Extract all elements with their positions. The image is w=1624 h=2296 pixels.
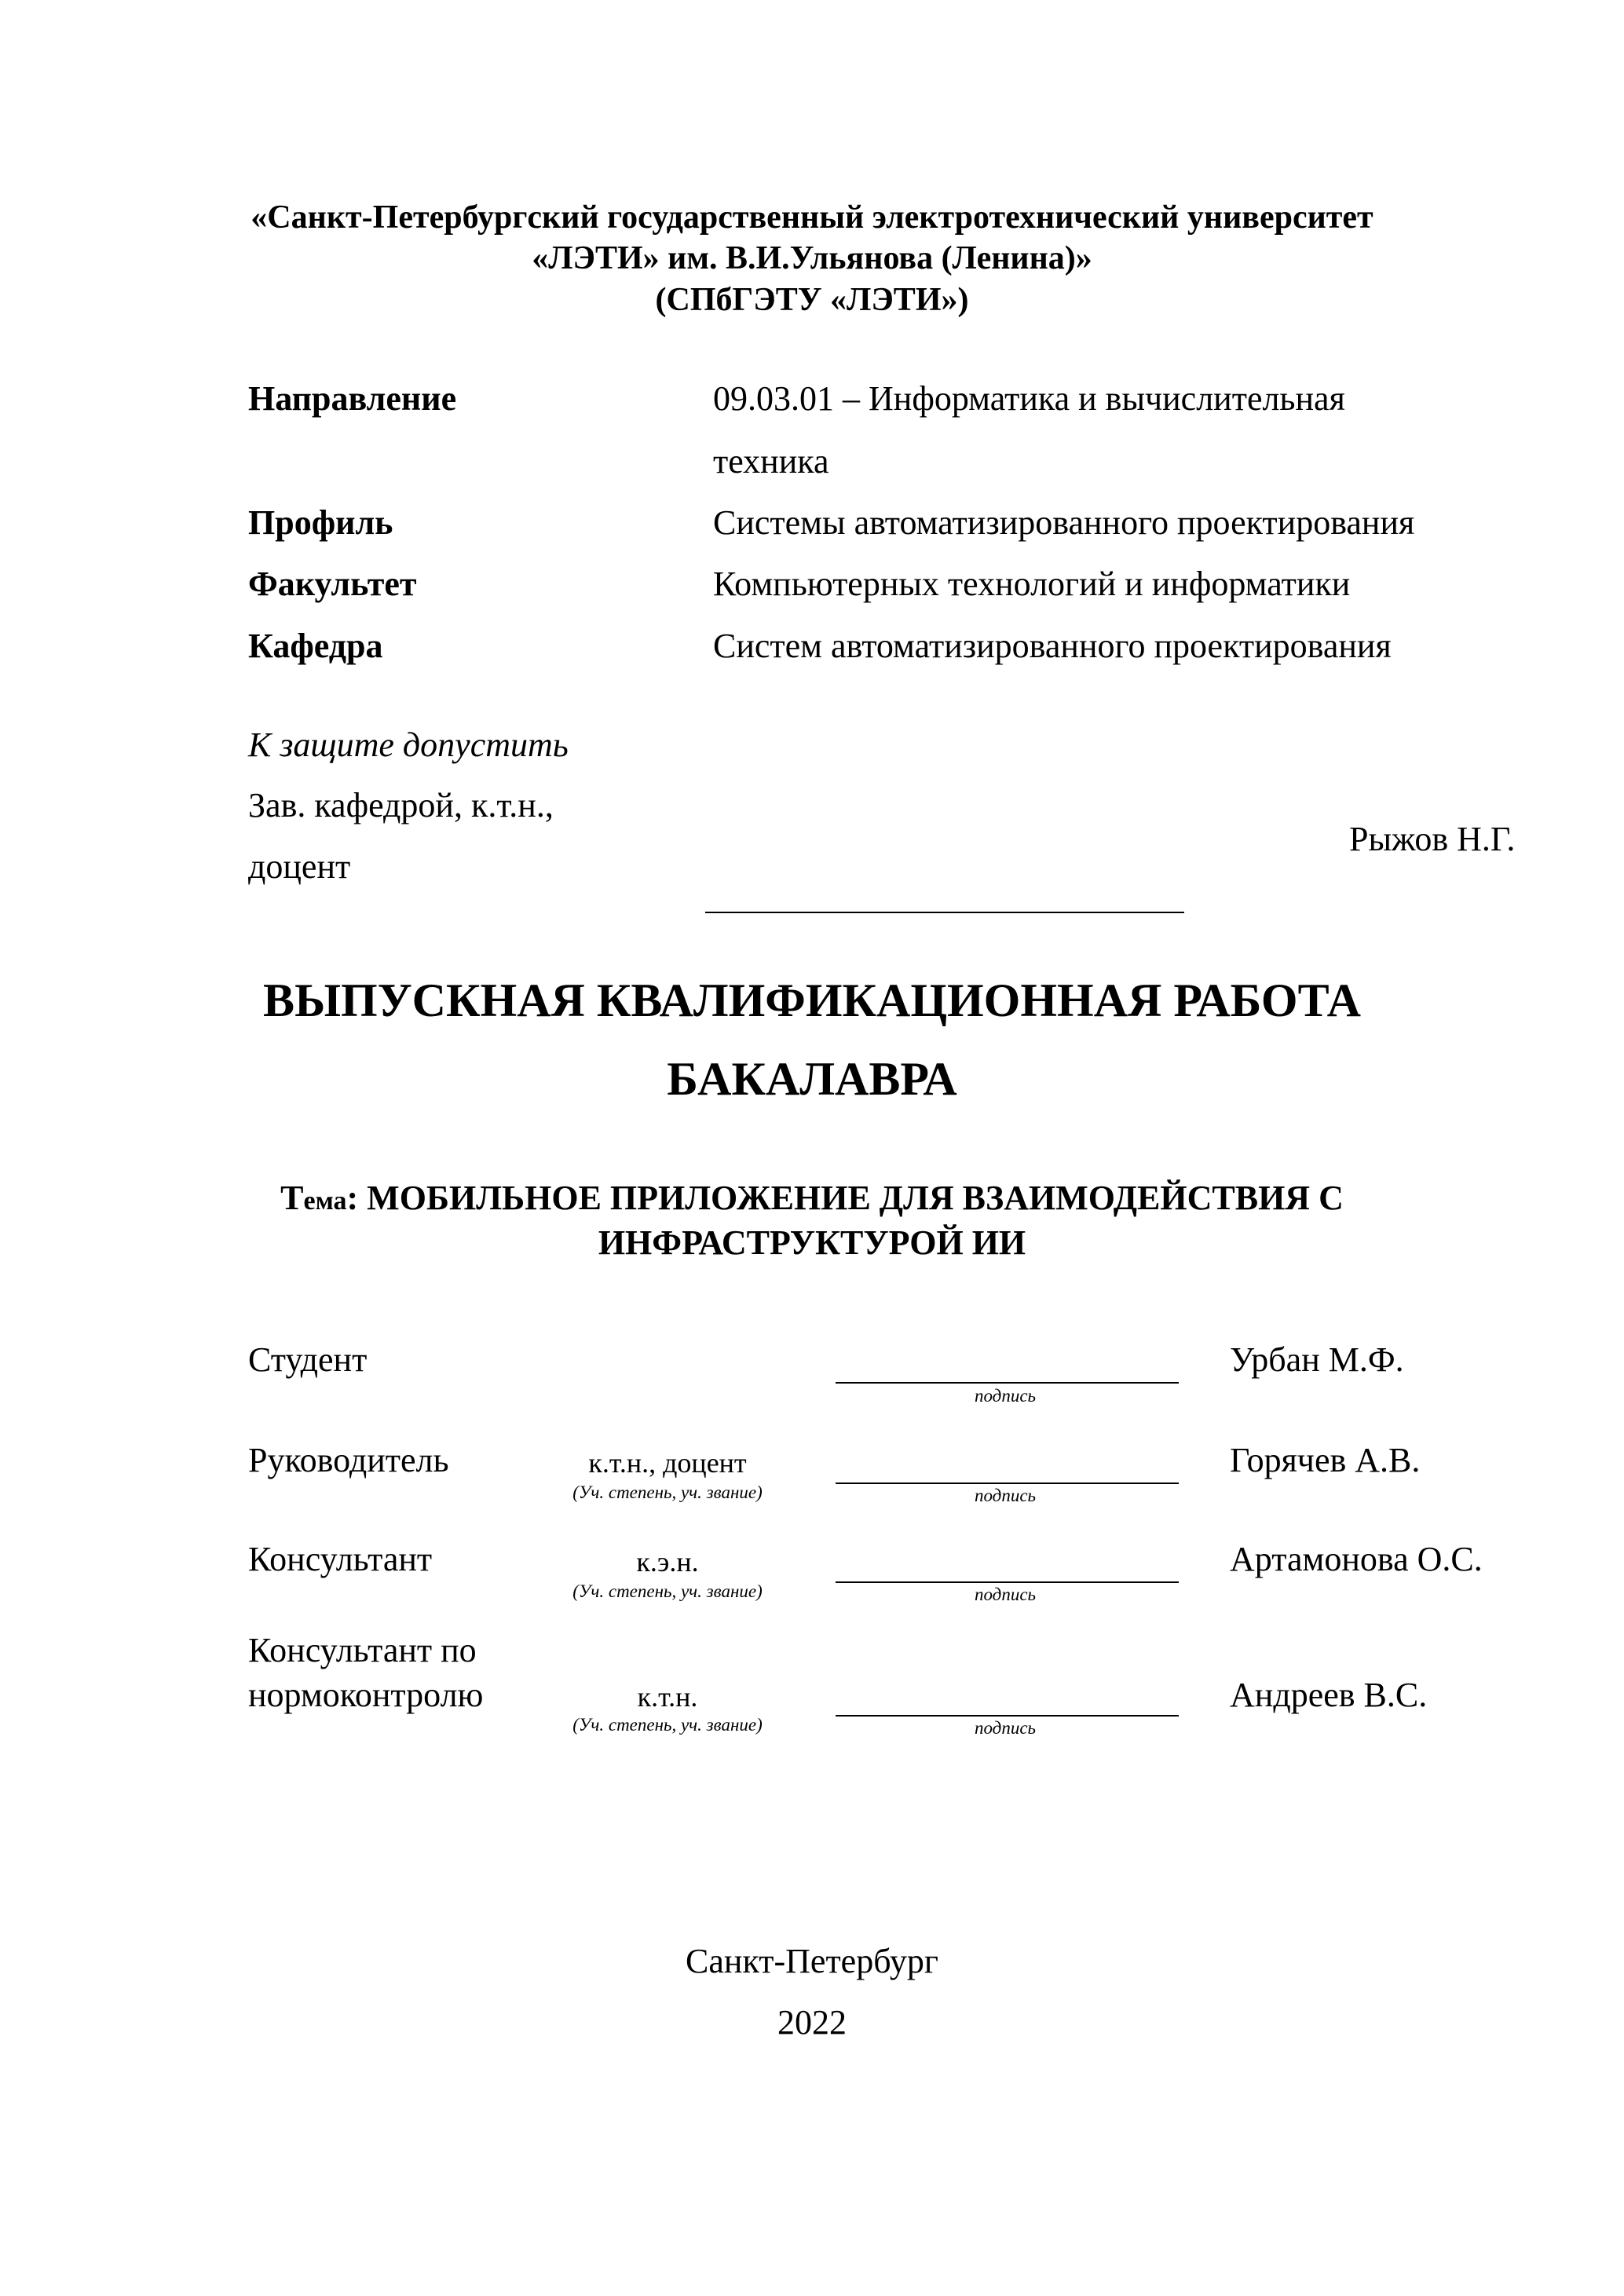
consultant-signature-caption: подпись — [974, 1585, 1036, 1604]
student-signature-line — [836, 1382, 1179, 1384]
student-role: Студент — [248, 1340, 368, 1379]
norm-consultant-signature-caption: подпись — [974, 1718, 1036, 1738]
work-title-line1: ВЫПУСКНАЯ КВАЛИФИКАЦИОННАЯ РАБОТА — [263, 974, 1361, 1026]
consultant-role: Консультант — [248, 1540, 433, 1578]
norm-consultant-role-line1: Консультант по — [248, 1631, 477, 1669]
consultant-degree: к.э.н. — [636, 1546, 699, 1578]
topic-text-line1: МОБИЛЬНОЕ ПРИЛОЖЕНИЕ ДЛЯ ВЗАИМОДЕЙСТВИЯ С — [367, 1179, 1344, 1217]
direction-value-line1: 09.03.01 – Информатика и вычислительная — [713, 379, 1345, 418]
university-name-line1: «Санкт-Петербургский государственный электротехнический университет — [251, 199, 1373, 236]
consultant-degree-caption: (Уч. степень, уч. звание) — [572, 1581, 763, 1601]
department-head-title-line2: доцент — [248, 847, 351, 886]
supervisor-degree: к.т.н., доцент — [588, 1447, 747, 1479]
department-head-name: Рыжов Н.Г. — [1349, 820, 1516, 858]
supervisor-signature-caption: подпись — [974, 1486, 1036, 1505]
faculty-label: Факультет — [248, 565, 417, 603]
topic-prefix: Тема: — [280, 1179, 359, 1217]
supervisor-degree-caption: (Уч. степень, уч. звание) — [572, 1483, 763, 1502]
university-name-line2: «ЛЭТИ» им. В.И.Ульянова (Ленина)» — [532, 240, 1092, 276]
profile-label: Профиль — [248, 503, 393, 542]
consultant-signature-line — [836, 1581, 1179, 1583]
direction-label: Направление — [248, 379, 457, 418]
supervisor-role: Руководитель — [248, 1441, 449, 1479]
department-head-title-line1: Зав. кафедрой, к.т.н., — [248, 786, 554, 824]
supervisor-name: Горячев А.В. — [1230, 1441, 1421, 1479]
norm-consultant-degree-caption: (Уч. степень, уч. звание) — [572, 1715, 763, 1735]
student-signature-caption: подпись — [974, 1386, 1036, 1406]
university-abbreviation: (СПбГЭТУ «ЛЭТИ») — [655, 282, 969, 318]
department-label: Кафедра — [248, 627, 383, 665]
city: Санкт-Петербург — [686, 1942, 938, 1980]
work-title-line2: БАКАЛАВРА — [667, 1053, 957, 1105]
faculty-value: Компьютерных технологий и информатики — [713, 565, 1351, 603]
direction-value-line2: техника — [713, 442, 829, 481]
topic-text-line2: ИНФРАСТРУКТУРОЙ ИИ — [598, 1223, 1026, 1262]
year: 2022 — [777, 2003, 847, 2042]
profile-value: Системы автоматизированного проектирования — [713, 503, 1415, 542]
consultant-name: Артамонова О.С. — [1230, 1540, 1483, 1578]
norm-consultant-name: Андреев В.С. — [1230, 1676, 1428, 1714]
admit-to-defense-label: К защите допустить — [248, 726, 569, 764]
supervisor-signature-line — [836, 1483, 1179, 1484]
norm-consultant-signature-line — [836, 1715, 1179, 1717]
department-value: Систем автоматизированного проектирования — [713, 627, 1392, 665]
head-signature-line — [705, 912, 1184, 913]
norm-consultant-degree: к.т.н. — [637, 1681, 698, 1713]
student-name: Урбан М.Ф. — [1230, 1340, 1404, 1379]
norm-consultant-role-line2: нормоконтролю — [248, 1676, 484, 1714]
topic-line1 — [0, 1175, 1624, 1223]
